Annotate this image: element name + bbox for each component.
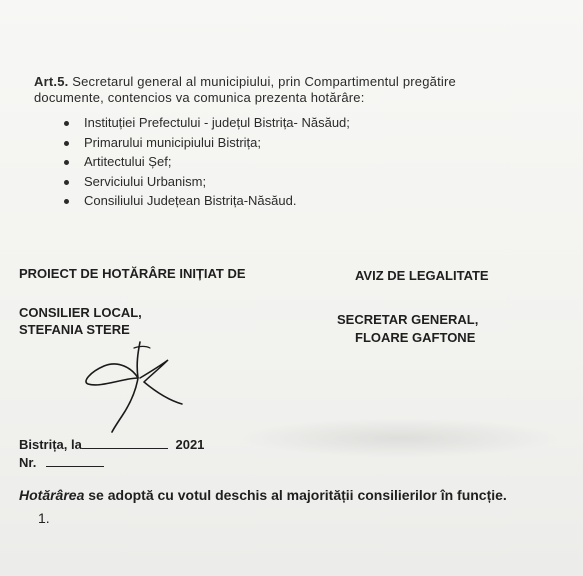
adoption-rest: se adoptă cu votul deschis al majorității consilierilor în funcție. — [84, 487, 507, 503]
secretary-role: SECRETAR GENERAL, — [337, 312, 479, 327]
list-item: Consiliului Județean Bistrița-Năsăud. — [60, 191, 350, 211]
date-blank — [82, 448, 168, 449]
nr-blank — [46, 466, 104, 467]
secretary-name: FLOARE GAFTONE — [355, 330, 476, 345]
legality-heading: AVIZ DE LEGALITATE — [355, 268, 489, 283]
initiator-name: STEFANIA STERE — [19, 322, 130, 337]
initiator-heading: PROIECT DE HOTĂRÂRE INIȚIAT DE — [19, 266, 246, 281]
list-item: Instituției Prefectului - județul Bistrița- Năsăud; — [60, 113, 350, 133]
initiator-role: CONSILIER LOCAL, — [19, 305, 142, 320]
adoption-statement — [19, 487, 507, 503]
nr-line — [19, 455, 104, 470]
article-5-line1 — [34, 74, 579, 90]
list-item: Serviciului Urbanism; — [60, 172, 350, 192]
article-text-line1: Secretarul general al municipiului, prin Compartimentul pregătire — [72, 74, 456, 89]
scan-smudge — [240, 418, 560, 458]
date-prefix: Bistrița, la — [19, 437, 82, 452]
signature-icon — [78, 338, 188, 438]
article-text-line2: documente, contencios va comunica prezenta hotărâre: — [34, 90, 365, 105]
list-item: Artitectului Șef; — [60, 152, 350, 172]
article-5 — [34, 74, 579, 106]
list-item: Primarului municipiului Bistrița; — [60, 133, 350, 153]
article-label: Art.5. — [34, 74, 69, 89]
date-line — [19, 437, 204, 452]
recipients-list — [60, 113, 350, 211]
item-number: 1. — [38, 510, 50, 526]
nr-label: Nr. — [19, 455, 37, 470]
adoption-italic: Hotărârea — [19, 487, 85, 503]
date-year: 2021 — [175, 437, 205, 452]
